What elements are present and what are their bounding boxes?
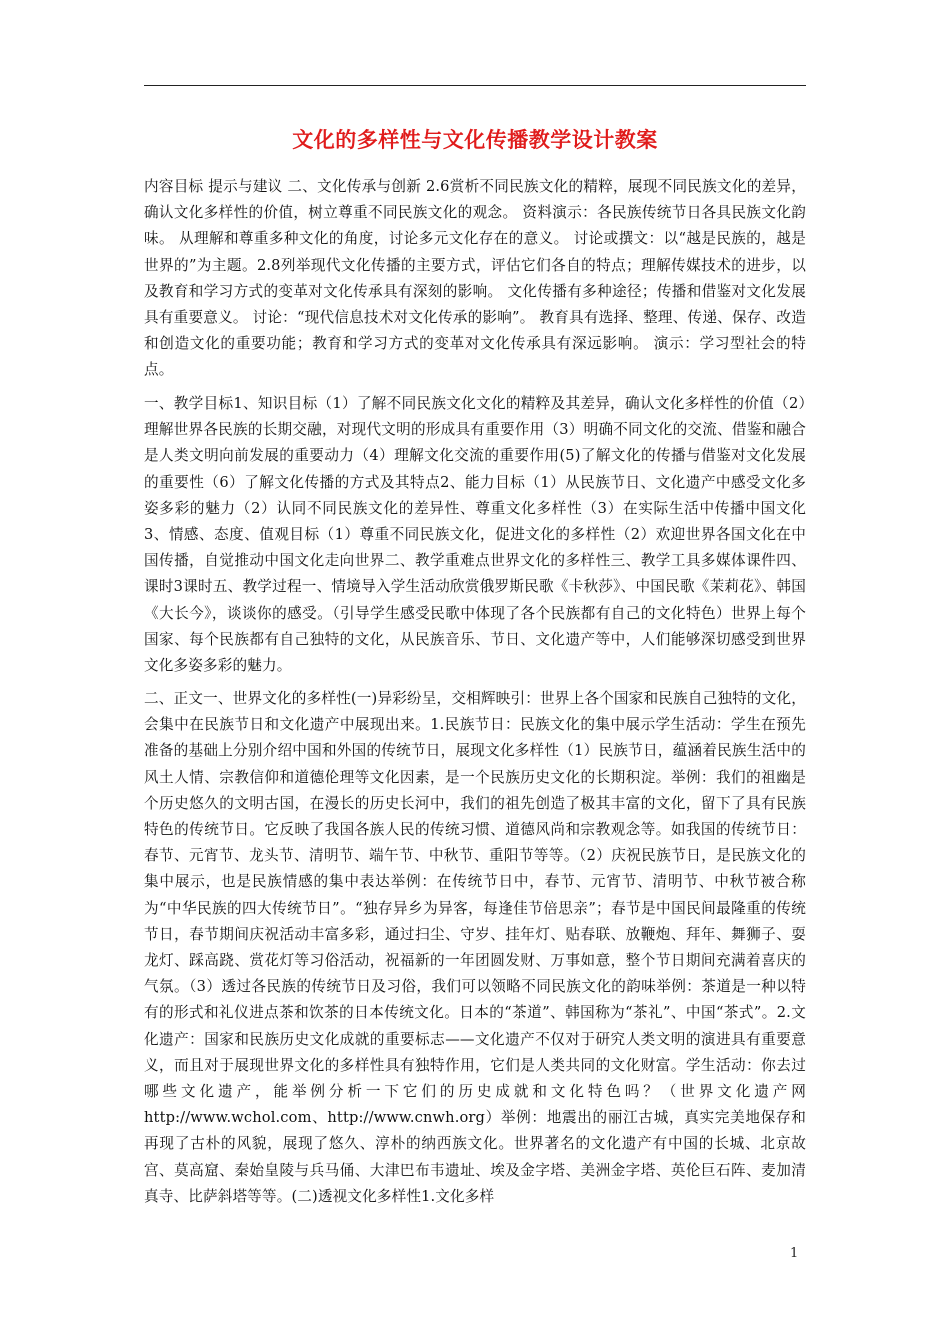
paragraph-main-text: 二、正文一、世界文化的多样性(一)异彩纷呈，交相辉映引：世界上各个国家和民族自己独特的文化，会集中在民族节日和文化遗产中展现出来。1.民族节日：民族文化的集中展示学生活动：学生在预先准备的基础上分别介绍中国和外国的传统节日，展现文化多样性（1）民族节日，蕴涵着民族生活中的风土人情、宗教信仰和道德伦理等文化因素，是一个民族历史文化的长期积淀。举例：我们的祖幽是个历史悠久的文明古国，在漫长的历史长河中，我们的祖先创造了极其丰富的文化，留下了具有民族特色的传统节日。它反映了我国各族人民的传统习惯、道德风尚和宗教观念等。如我国的传统节日：春节、元宵节、龙头节、清明节、端午节、中秋节、重阳节等等。（2）庆祝民族节日，是民族文化的集中展示，也是民族情感的集中表达举例：在传统节日中，春节、元宵节、清明节、中秋节被合称为“中华民族的四大传统节日”。“独存异乡为异客，每逢佳节倍思亲”；春节是中国民间最隆重的传统节日，春节期间庆祝活动丰富多彩，通过扫尘、守岁、挂年灯、贴春联、放鞭炮、拜年、舞狮子、耍龙灯、踩高跷、赏花灯等习俗活动，祝福新的一年团圆发财、万事如意，整个节日期间充满着喜庆的气氛。（3）透过各民族的传统节日及习俗，我们可以领略不同民族文化的韵味举例：茶道是一种以特有的形式和礼仪进点茶和饮茶的日本传统文化。日本的“茶道”、韩国称为“茶礼”、中国“茶式”。2.文化遗产：国家和民族历史文化成就的重要标志——文化遗产不仅对于研究人类文明的演进具有重要意义，而且对于展现世界文化的多样性具有独特作用，它们是人类共同的文化财富。学生活动：你去过哪些文化遗产，能举例分析一下它们的历史成就和文化特色吗？（世界文化遗产网http://www.wchol.com、http://www.cnwh.org）举例：地震出的丽江古城，真实完美地保存和再现了古朴的风貌，展现了悠久、淳朴的纳西族文化。世界著名的文化遗产有中国的长城、北京故宫、莫高窟、秦始皇陵与兵马俑、大津巴布韦遗址、埃及金字塔、美洲金字塔、英伦巨石阵、麦加清真寺、比萨斜塔等等。(二)透视文化多样性1.文化多样 bbox=[144, 690, 806, 1205]
paragraph-content-goals: 内容目标 提示与建议 二、文化传承与创新 2.6赏析不同民族文化的精粹，展现不同民族文化的差异，确认文化多样性的价值，树立尊重不同民族文化的观念。 资料演示：各民族传统节日各具民族文化韵味。 从理解和尊重多种文化的角度，讨论多元文化存在的意义。 讨论或撰文：以“越是民族的，越是世界的”为主题。2.8列举现代文化传播的主要方式，评估它们各自的特点；理解传媒技术的进步，以及教育和学习方式的变革对文化传承具有深刻的影响。 文化传播有多种途径；传播和借鉴对文化发展具有重要意义。 讨论：“现代信息技术对文化传承的影响”。 教育具有选择、整理、传递、保存、改造和创造文化的重要功能；教育和学习方式的变革对文化传承具有深远影响。 演示：学习型社会的特点。 bbox=[144, 178, 806, 379]
page-number: 1 bbox=[790, 1246, 799, 1261]
document-title: 文化的多样性与文化传播教学设计教案 bbox=[292, 127, 658, 152]
header-rule bbox=[144, 85, 806, 86]
paragraph-teaching-objectives: 一、教学目标1、知识目标（1）了解不同民族文化文化的精粹及其差异，确认文化多样性的价值（2）理解世界各民族的长期交融，对现代文明的形成具有重要作用（3）明确不同文化的交流、借鉴和融合是人类文明向前发展的重要动力（4）理解文化交流的重要作用(5)了解文化的传播与借鉴对文化发展的重要性（6）了解文化传播的方式及其特点2、能力目标（1）从民族节日、文化遗产中感受文化多姿多彩的魅力（2）认同不同民族文化的差异性、尊重文化多样性（3）在实际生活中传播中国文化3、情感、态度、值观目标（1）尊重不同民族文化，促进文化的多样性（2）欢迎世界各国文化在中国传播，自觉推动中国文化走向世界二、教学重难点世界文化的多样性三、教学工具多媒体课件四、课时3课时五、教学过程一、情境导入学生活动欣赏俄罗斯民歌《卡秋莎》、中国民歌《茉莉花》、韩国《大长今》，谈谈你的感受。（引导学生感受民歌中体现了各个民族都有自己的文化特色）世界上每个国家、每个民族都有自己独特的文化，从民族音乐、节日、文化遗产等中，人们能够深切感受到世界文化多姿多彩的魅力。 bbox=[144, 395, 806, 675]
